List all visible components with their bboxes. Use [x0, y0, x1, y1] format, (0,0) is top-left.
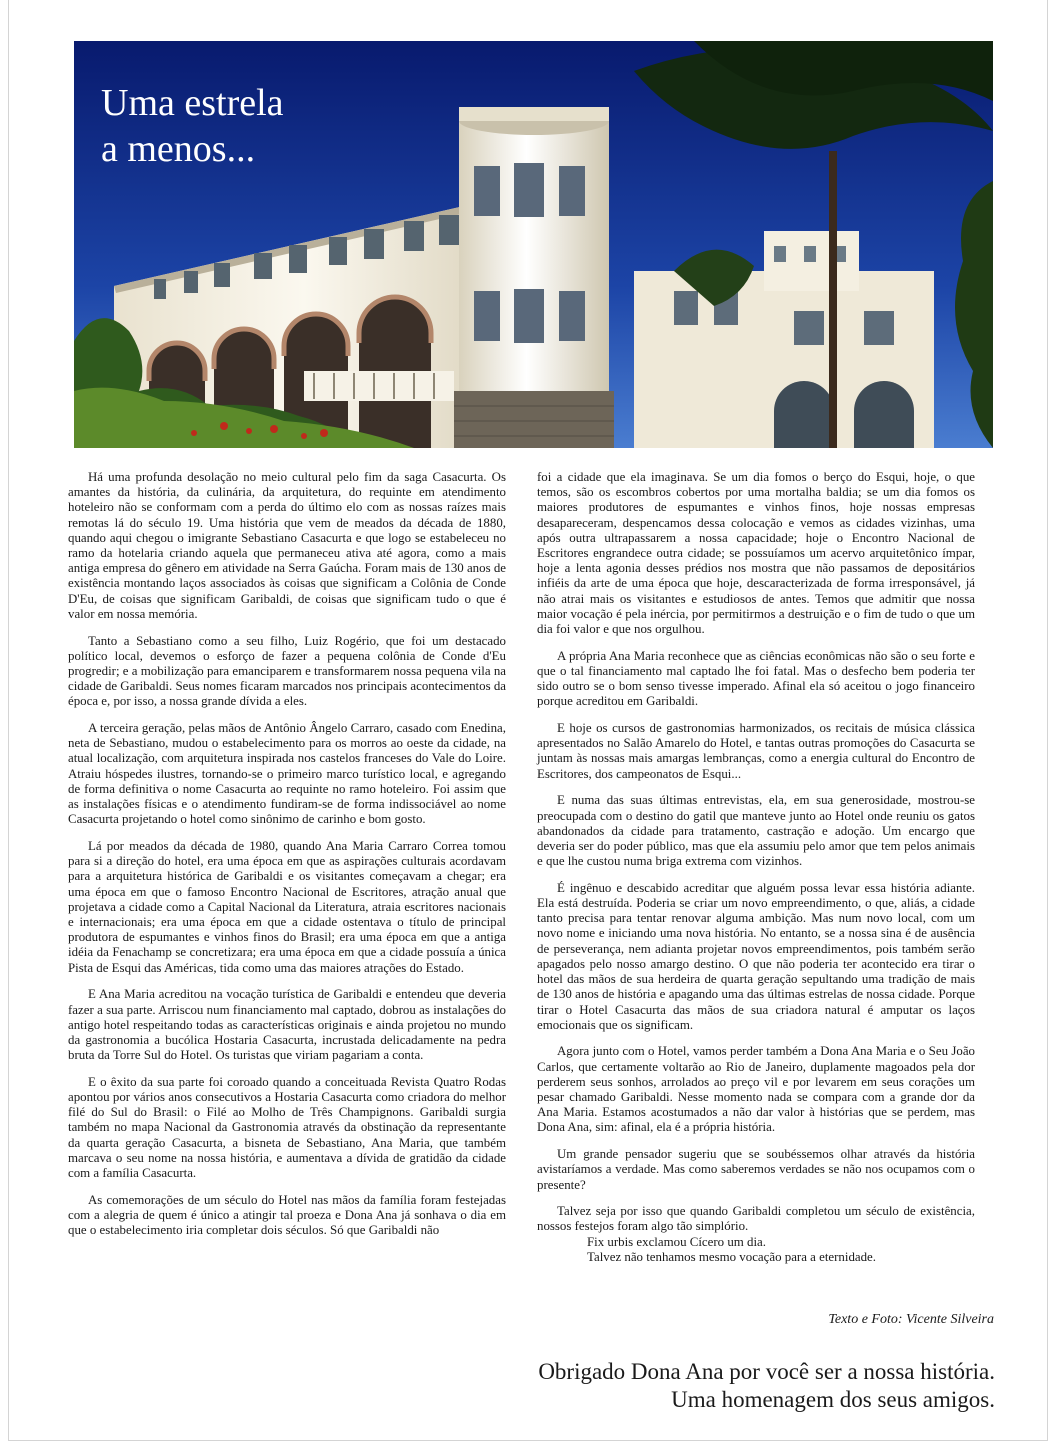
paragraph: Há uma profunda desolação no meio cultural pelo fim da saga Casacurta. Os amantes da história, da culinária, da arquitetura, do requinte em atendimento hoteleiro não se conformam com a perda do último elo com as nossas raízes mais remotas lá do século 19. Uma história que vem de meados da década de 1880, quando aqui chegou o imigrante Sebastiano Casacurta e que logo se estabeleceu no ramo da hotelaria criando aquela que permaneceu ativa até agora, como a mais antiga empresa do gênero em atividade na Serra Gaúcha. Foram mais de 130 anos de existência montando laços associados às coisas que significam a Colônia de Conde D'Eu, de coisas que significam Garibaldi, de coisas que significam tudo o que é valor em nossa memória.: [68, 470, 506, 621]
headline-line-2: a menos...: [101, 128, 256, 170]
article-column-left: [68, 470, 506, 1250]
dedication: [538, 1358, 995, 1414]
dedication-line-1: Obrigado Dona Ana por você ser a nossa história.: [538, 1359, 995, 1384]
quote-line: Talvez não tenhamos mesmo vocação para a eternidade.: [587, 1249, 877, 1264]
headline-line-1: Uma estrela: [101, 82, 284, 124]
paragraph: E Ana Maria acreditou na vocação turística de Garibaldi e entendeu que deveria fazer a sua parte. Arriscou num financiamento mal captado, dobrou as instalações do antigo hotel respeitando todas as características originais e ainda projetou no mundo da gastronomia a bucólica Hostaria Casacurta, incrustada delicadamente na pedra bruta da Torre Sul do Hotel. Os turistas que viriam pagariam a conta.: [68, 987, 506, 1063]
headline: [101, 80, 284, 172]
paragraph: A terceira geração, pelas mãos de Antônio Ângelo Carraro, casado com Enedina, neta de Sebastiano, mudou o estabelecimento para os morros ao oeste da cidade, na atual localização, com arquitetura inspirada nos castelos franceses do Vale do Loire. Atraiu hóspedes ilustres, tornando-se o primeiro marco turístico local, e agregando de forma definitiva o nome Casacurta ao requinte no ramo hoteleiro. Foi assim que as instalações físicas e o atendimento fundiram-se de forma indissociável ao nome Casacurta projetando o hotel como sinônimo de carinho e bom gosto.: [68, 721, 506, 827]
paragraph: E o êxito da sua parte foi coroado quando a conceituada Revista Quatro Rodas apontou por vários anos consecutivos a Hostaria Casacurta como criadora do melhor filé do Sul do Brasil: o Filé ao Molho de Três Champignons. Garibaldi surgia também no mapa Nacional da Gastronomia através da obstinação da representante da quarta geração Casacurta, a bisneta de Sebastiano, Ana Maria, que também marcava o seu nome na nossa história, e aumentava a dívida de gratidão da cidade com a família Casacurta.: [68, 1074, 506, 1181]
paragraph: Talvez seja por isso que quando Garibaldi completou um século de existência, nossos festejos foram algo tão simplório.: [537, 1204, 975, 1234]
paragraph: É ingênuo e descabido acreditar que alguém possa levar essa história adiante. Ela está destruída. Poderia se criar um novo empreendimento, o que, aliás, a cidade tanto precisa para tentar renovar alguma ambição. Mas num novo local, com um novo nome e iniciando uma nova história. No entanto, se a nossa sina é de ausência de perseverança, nem adianta projetar novos empreendimentos, pois também serão apagados pelo nosso amargo destino. O que não poderia ter acontecido era tirar o hotel das mãos de sua herdeira de quarta geração sepultando uma tradição de mais de 130 anos de história e apagando uma das últimas estrelas de nossa cidade. Porque tirar o Hotel Casacurta das mãos de sua criadora natural é amputar os laços emocionais que os significam.: [537, 880, 975, 1032]
paragraph: As comemorações de um século do Hotel nas mãos da família foram festejadas com a alegria de quem é único a atingir tal proeza e Dona Ana já sonhava o dia em que o estabelecimento iria completar dois séculos. Só que Garibaldi não: [68, 1192, 506, 1238]
article-column-right: [537, 470, 975, 1265]
dedication-line-2: Uma homenagem dos seus amigos.: [671, 1387, 995, 1412]
paragraph: foi a cidade que ela imaginava. Se um dia fomos o berço do Esqui, hoje, o que temos, são os escombros cobertos por uma mortalha baldia; se um dia fomos os maiores produtores de espumantes e vinhos finos, hoje nossas empresas desapareceram, despencamos dessa colocação e vemos as cidades vizinhas, uma após outra ultrapassarem a nossa capacidade; hoje o Encontro Nacional de Escritores engrandece outra cidade; se possuíamos um acervo arquitetônico ímpar, hoje a lenta agonia desses prédios nos mostra que não passamos de depositários infiéis da arte de uma época que hoje, descaracterizada de forma irresponsável, já não atrai mais os visitantes e estudiosos de antes. Temos que admitir que nossa maior vocação é pela inércia, por permitirmos a destruição e o fim de tudo o que um dia foi valor e que nos orgulhou.: [537, 470, 975, 637]
paragraph: Agora junto com o Hotel, vamos perder também a Dona Ana Maria e o Seu João Carlos, que certamente voltarão ao Rio de Janeiro, duplamente magoados pela dor perderem seus sonhos, arrolados ao preço vil e por levarem em seus corações um pesar chamado Garibaldi. Nesse momento nada se compara com a grande dor da Ana Maria. Estamos acostumados a não dar valor à histórias que se perdem, mas Dona Ana, sim: afinal, ela é a própria história.: [537, 1044, 975, 1135]
paragraph: E numa das suas últimas entrevistas, ela, em sua generosidade, mostrou-se preocupada com o destino do gatil que manteve junto ao Hotel onde reuniu os gatos abandonados da cidade para tratamento, castração e adoção. Um encargo que deveria ser do poder público, mas que ela assumiu pelo amor que tem pelos animais e que lhe custou numa briga extrema com vizinhos.: [537, 793, 975, 869]
quote-line: Fix urbis exclamou Cícero um dia.: [587, 1234, 767, 1249]
paragraph: Tanto a Sebastiano como a seu filho, Luiz Rogério, que foi um destacado político local, devemos o esforço de fazer a pequena colônia de Conde d'Eu progredir; e a mobilização para emanciparem e transformarem nossa pequena vila na cidade de Garibaldi. Seus nomes ficaram marcados nos principais acontecimentos da época e, por isso, a nossa grande dívida a eles.: [68, 633, 506, 709]
paragraph: Lá por meados da década de 1980, quando Ana Maria Carraro Correa tomou para si a direção do hotel, era uma época em que as aspirações culturais acordavam para a arquitetura histórica de Garibaldi e os visitantes começavam a chegar; era uma época em que o famoso Encontro Nacional de Escritores, atração anual que projetava a cidade como a Capital Nacional da Literatura, atraia escritores nacionais e internacionais; era uma época em que a cidade ostentava o título de principal produtora de espumantes e vinhos finos do Brasil; era uma época em que a antiga idéia da Fenachamp se concretizara; era uma época em que a cidade possuía a única Pista de Esqui das Américas, tida como uma das maiores atrações do Estado.: [68, 838, 506, 975]
paragraph: A própria Ana Maria reconhece que as ciências econômicas não são o seu forte e que o tal financiamento mal captado lhe foi fatal. Mas o desfecho bem poderia ter sido outro se o bom senso tivesse imperado. Afinal ela só aceitou o jogo financeiro porque acreditou em Garibaldi.: [537, 648, 975, 709]
photo-credit: Texto e Foto: Vicente Silveira: [828, 1312, 994, 1327]
paragraph: E hoje os cursos de gastronomias harmonizados, os recitais de música clássica apresentados no Salão Amarelo do Hotel, e tantas outras promoções do Casacurta se juntam às nossas mais amargas lembranças, como a energia cultural do Encontro de Escritores, dos campeonatos de Esqui...: [537, 721, 975, 781]
paragraph: Um grande pensador sugeriu que se soubéssemos olhar através da história avistaríamos a verdade. Mas como saberemos verdades se não nos ocupamos com o presente?: [537, 1147, 975, 1192]
